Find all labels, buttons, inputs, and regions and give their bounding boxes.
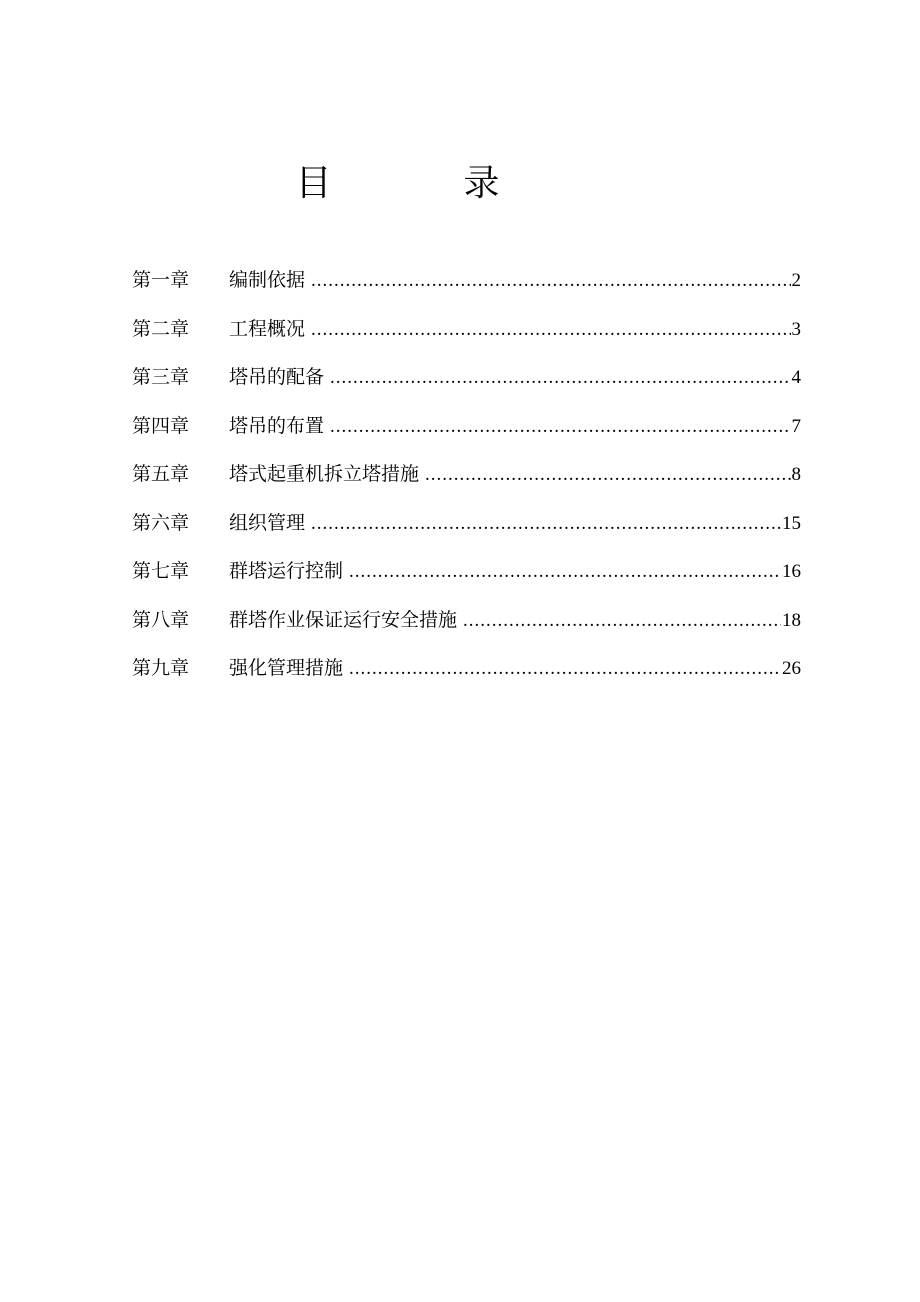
toc-entry-title: 塔吊的布置 (229, 414, 325, 437)
toc-entry-title: 编制依据 (229, 269, 306, 291)
toc-entry-title: 群塔作业保证运行安全措施 (229, 608, 458, 631)
toc-page-number: 7 (791, 415, 801, 437)
toc-chapter-label: 第二章 (132, 317, 190, 340)
toc-chapter-label: 第七章 (132, 560, 190, 582)
toc-chapter-label: 第四章 (132, 414, 190, 437)
toc-dot-leader (311, 263, 790, 299)
toc-entry[interactable] (132, 602, 801, 651)
toc-page-number: 15 (782, 512, 801, 534)
toc-page-number: 26 (782, 658, 801, 679)
toc-chapter-label: 第一章 (132, 269, 190, 291)
toc-chapter-label: 第九章 (132, 657, 190, 679)
toc-dot-leader (349, 651, 781, 687)
toc-dot-leader (463, 603, 781, 639)
toc-entry[interactable] (132, 553, 801, 602)
toc-dot-leader (330, 360, 790, 396)
toc-entry[interactable] (132, 408, 801, 457)
toc-dot-leader (330, 409, 790, 445)
toc-entry[interactable] (132, 311, 801, 360)
toc-chapter-label: 第五章 (132, 463, 190, 485)
toc-entry-title: 强化管理措施 (229, 657, 344, 679)
toc-entry[interactable] (132, 262, 801, 311)
toc-page-number: 3 (791, 318, 801, 340)
toc-entry-title: 工程概况 (229, 317, 306, 340)
toc-dot-leader (425, 457, 790, 493)
toc-page-number: 2 (791, 270, 801, 291)
toc-page-number: 8 (791, 464, 801, 485)
toc-page-number: 4 (791, 367, 801, 388)
toc-entry-title: 组织管理 (229, 511, 306, 534)
toc-page-number: 16 (782, 561, 801, 582)
toc-dot-leader (311, 312, 790, 348)
toc-entry[interactable] (132, 650, 801, 699)
toc-entry-title: 塔式起重机拆立塔措施 (229, 463, 420, 485)
toc-chapter-label: 第八章 (132, 608, 190, 631)
toc-dot-leader (311, 506, 781, 542)
toc-page-number: 18 (782, 609, 801, 631)
toc-entry[interactable] (132, 505, 801, 554)
toc-chapter-label: 第三章 (132, 366, 190, 388)
toc-list (132, 262, 801, 699)
toc-entry-title: 塔吊的配备 (229, 366, 325, 388)
toc-entry[interactable] (132, 456, 801, 505)
toc-entry[interactable] (132, 359, 801, 408)
toc-chapter-label: 第六章 (132, 511, 190, 534)
toc-title: 目 录 (295, 163, 548, 204)
toc-dot-leader (349, 554, 781, 590)
toc-entry-title: 群塔运行控制 (229, 560, 344, 582)
